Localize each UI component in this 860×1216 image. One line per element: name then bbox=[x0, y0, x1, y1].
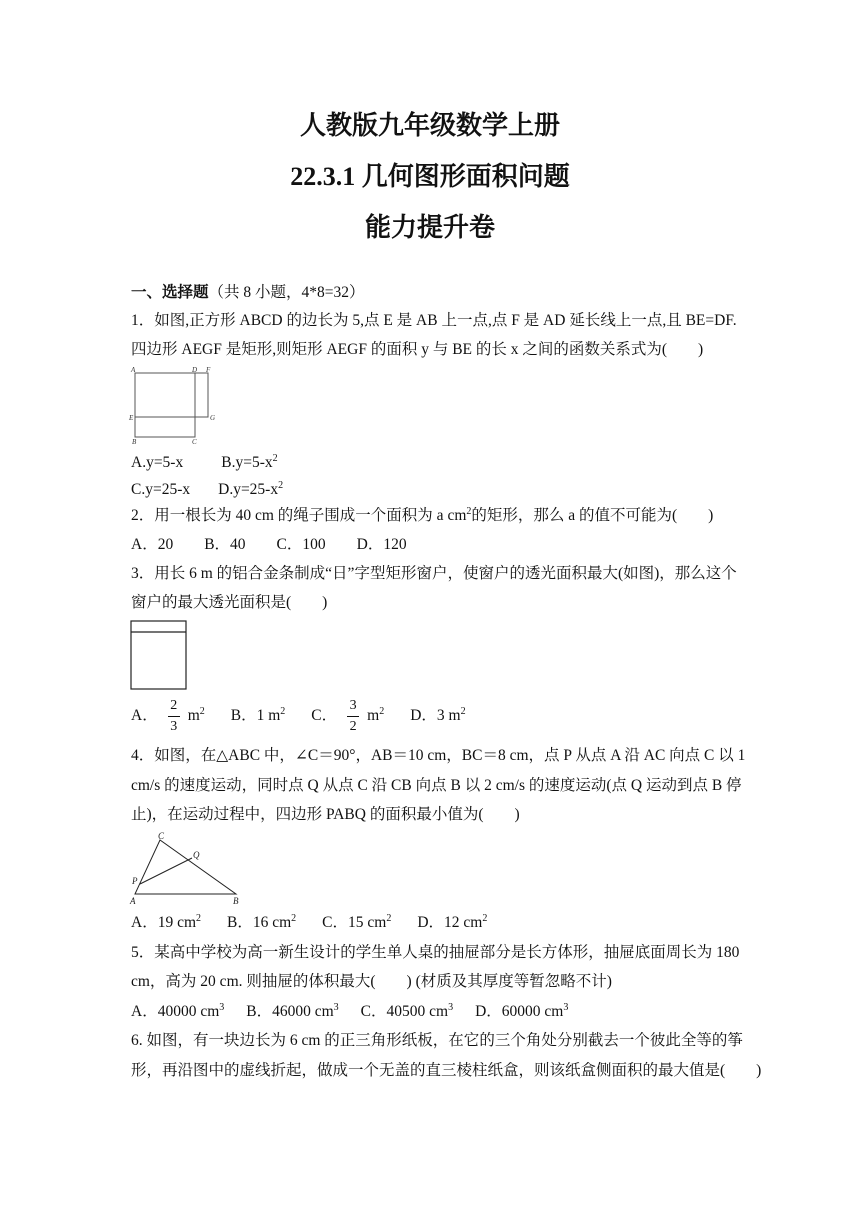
q1-option-c: C.y=25-x bbox=[131, 481, 191, 498]
doc-title: 人教版九年级数学上册 bbox=[299, 111, 560, 140]
q2-sup: 2 bbox=[466, 506, 472, 517]
section-title: 一、选择题 bbox=[131, 284, 209, 301]
q5-options bbox=[131, 1002, 568, 1022]
q3-fraction-c-num: 3 bbox=[349, 697, 357, 713]
q3-fraction-a-num: 2 bbox=[170, 697, 178, 713]
section-heading bbox=[131, 283, 365, 303]
q3-sup-d: 2 bbox=[460, 706, 466, 717]
q3-option-c: C． bbox=[311, 707, 338, 724]
q4-sup-a: 2 bbox=[196, 913, 202, 924]
q4-line-1: 4．如图，在△ABC 中，∠C＝90°，AB＝10 cm，BC＝8 cm，点 P 从点 A 沿 AC 向点 C 以 1 bbox=[131, 747, 746, 764]
doc-volume: 能力提升卷 bbox=[364, 213, 495, 242]
q3-fraction-c-den: 2 bbox=[349, 718, 357, 734]
q1-option-d: D.y=25-x bbox=[218, 481, 279, 498]
q1-label-c: C bbox=[192, 438, 197, 446]
q3-sup-c: 2 bbox=[379, 706, 385, 717]
q3-options bbox=[131, 696, 466, 736]
doc-subtitle: 22.3.1 几何图形面积问题 bbox=[290, 162, 570, 191]
q4-option-c: C．15 cm bbox=[322, 914, 387, 931]
q4-sup-c: 2 bbox=[386, 913, 392, 924]
q3-window-frame bbox=[131, 621, 186, 689]
q3-unit-c: m bbox=[367, 707, 380, 724]
q1-option-b: B.y=5-x bbox=[221, 454, 273, 471]
q4-line-2: cm/s 的速度运动，同时点 Q 从点 C 沿 CB 向点 B 以 2 cm/s 的速度运动(点 Q 运动到点 B 停 bbox=[131, 777, 742, 794]
q1-figure bbox=[128, 366, 220, 446]
q2-text-a: 2．用一根长为 40 cm 的绳子围成一个面积为 a cm bbox=[131, 507, 467, 524]
q3-line-1: 3．用长 6 m 的铝合金条制成“日”字型矩形窗户，使窗户的透光面积最大(如图)，那么这个 bbox=[131, 565, 737, 582]
q4-label-b: B bbox=[233, 896, 239, 906]
q4-sup-b: 2 bbox=[291, 913, 297, 924]
q4-segment-pq bbox=[140, 858, 192, 884]
q1-rectangle-aegf bbox=[135, 373, 208, 417]
q5-option-b: B．46000 cm bbox=[246, 1003, 334, 1020]
q1-label-g: G bbox=[210, 414, 216, 422]
q3-line-2: 窗户的最大透光面积是( ) bbox=[131, 594, 328, 611]
q4-label-c: C bbox=[158, 831, 165, 841]
q2-line-1 bbox=[131, 506, 713, 526]
q1-label-d: D bbox=[192, 366, 198, 374]
q4-triangle-abc bbox=[135, 840, 236, 894]
q4-option-a: A．19 cm bbox=[131, 914, 197, 931]
q3-option-a: A． bbox=[131, 707, 158, 724]
q3-option-b: B．1 m bbox=[230, 707, 281, 724]
q3-sup-b: 2 bbox=[280, 706, 286, 717]
q1-sup-b: 2 bbox=[272, 453, 278, 464]
q5-sup-c: 3 bbox=[448, 1002, 454, 1013]
q1-square-abcd bbox=[135, 373, 195, 437]
q1-label-e: E bbox=[129, 414, 134, 422]
q1-line-1: 1．如图,正方形 ABCD 的边长为 5,点 E 是 AB 上一点,点 F 是 AD 延长线上一点,且 BE=DF. bbox=[131, 312, 737, 329]
q1-label-a: A bbox=[131, 366, 136, 374]
q4-options bbox=[131, 913, 487, 933]
q1-options-row-2 bbox=[131, 480, 283, 500]
q5-line-2: cm，高为 20 cm. 则抽屉的体积最大( ) (材质及其厚度等暂忽略不计) bbox=[131, 973, 612, 990]
q3-fraction-a-den: 3 bbox=[170, 718, 178, 734]
q5-sup-b: 3 bbox=[333, 1002, 339, 1013]
q5-line-1: 5．某高中学校为高一新生设计的学生单人桌的抽屉部分是长方体形，抽屉底面周长为 180 bbox=[131, 944, 740, 961]
q4-label-q: Q bbox=[193, 850, 200, 860]
q3-fraction-c bbox=[347, 697, 359, 736]
q1-line-2: 四边形 AEGF 是矩形,则矩形 AEGF 的面积 y 与 BE 的长 x 之间的函数关系式为( ) bbox=[131, 341, 704, 358]
q3-option-d: D．3 m bbox=[410, 707, 461, 724]
q3-unit-a: m bbox=[187, 707, 200, 724]
q2-text-b: 的矩形，那么 a 的值不可能为( ) bbox=[471, 507, 714, 524]
q5-option-c: C．40500 cm bbox=[360, 1003, 449, 1020]
q3-sup-a: 2 bbox=[199, 706, 205, 717]
q4-label-p: P bbox=[132, 876, 138, 886]
q6-line-2: 形，再沿图中的虚线折起，做成一个无盖的直三棱柱纸盒，则该纸盒侧面积的最大值是( ) bbox=[131, 1062, 762, 1079]
q4-line-3: 止)，在运动过程中，四边形 PABQ 的面积最小值为( ) bbox=[131, 806, 520, 823]
q1-label-b: B bbox=[132, 438, 137, 446]
q5-option-a: A．40000 cm bbox=[131, 1003, 220, 1020]
q4-sup-d: 2 bbox=[482, 913, 488, 924]
q3-fraction-a bbox=[168, 697, 180, 736]
q5-option-d: D．60000 cm bbox=[475, 1003, 564, 1020]
q1-label-f: F bbox=[206, 366, 211, 374]
q1-sup-d: 2 bbox=[278, 480, 284, 491]
q5-sup-a: 3 bbox=[219, 1002, 225, 1013]
q2-options: A．20 B．40 C．100 D．120 bbox=[131, 536, 407, 553]
q6-line-1: 6. 如图，有一块边长为 6 cm 的正三角形纸板，在它的三个角处分别截去一个彼此全等的筝 bbox=[131, 1032, 743, 1049]
q4-option-b: B．16 cm bbox=[227, 914, 292, 931]
q4-label-a: A bbox=[130, 896, 136, 906]
q4-triangle-figure bbox=[128, 830, 244, 906]
q4-option-d: D．12 cm bbox=[417, 914, 483, 931]
section-note: （共 8 小题，4*8=32） bbox=[208, 284, 365, 301]
q3-window-figure bbox=[128, 618, 190, 692]
q1-option-a: A.y=5-x bbox=[131, 454, 184, 471]
q1-options-row-1 bbox=[131, 453, 278, 473]
q5-sup-d: 3 bbox=[563, 1002, 569, 1013]
